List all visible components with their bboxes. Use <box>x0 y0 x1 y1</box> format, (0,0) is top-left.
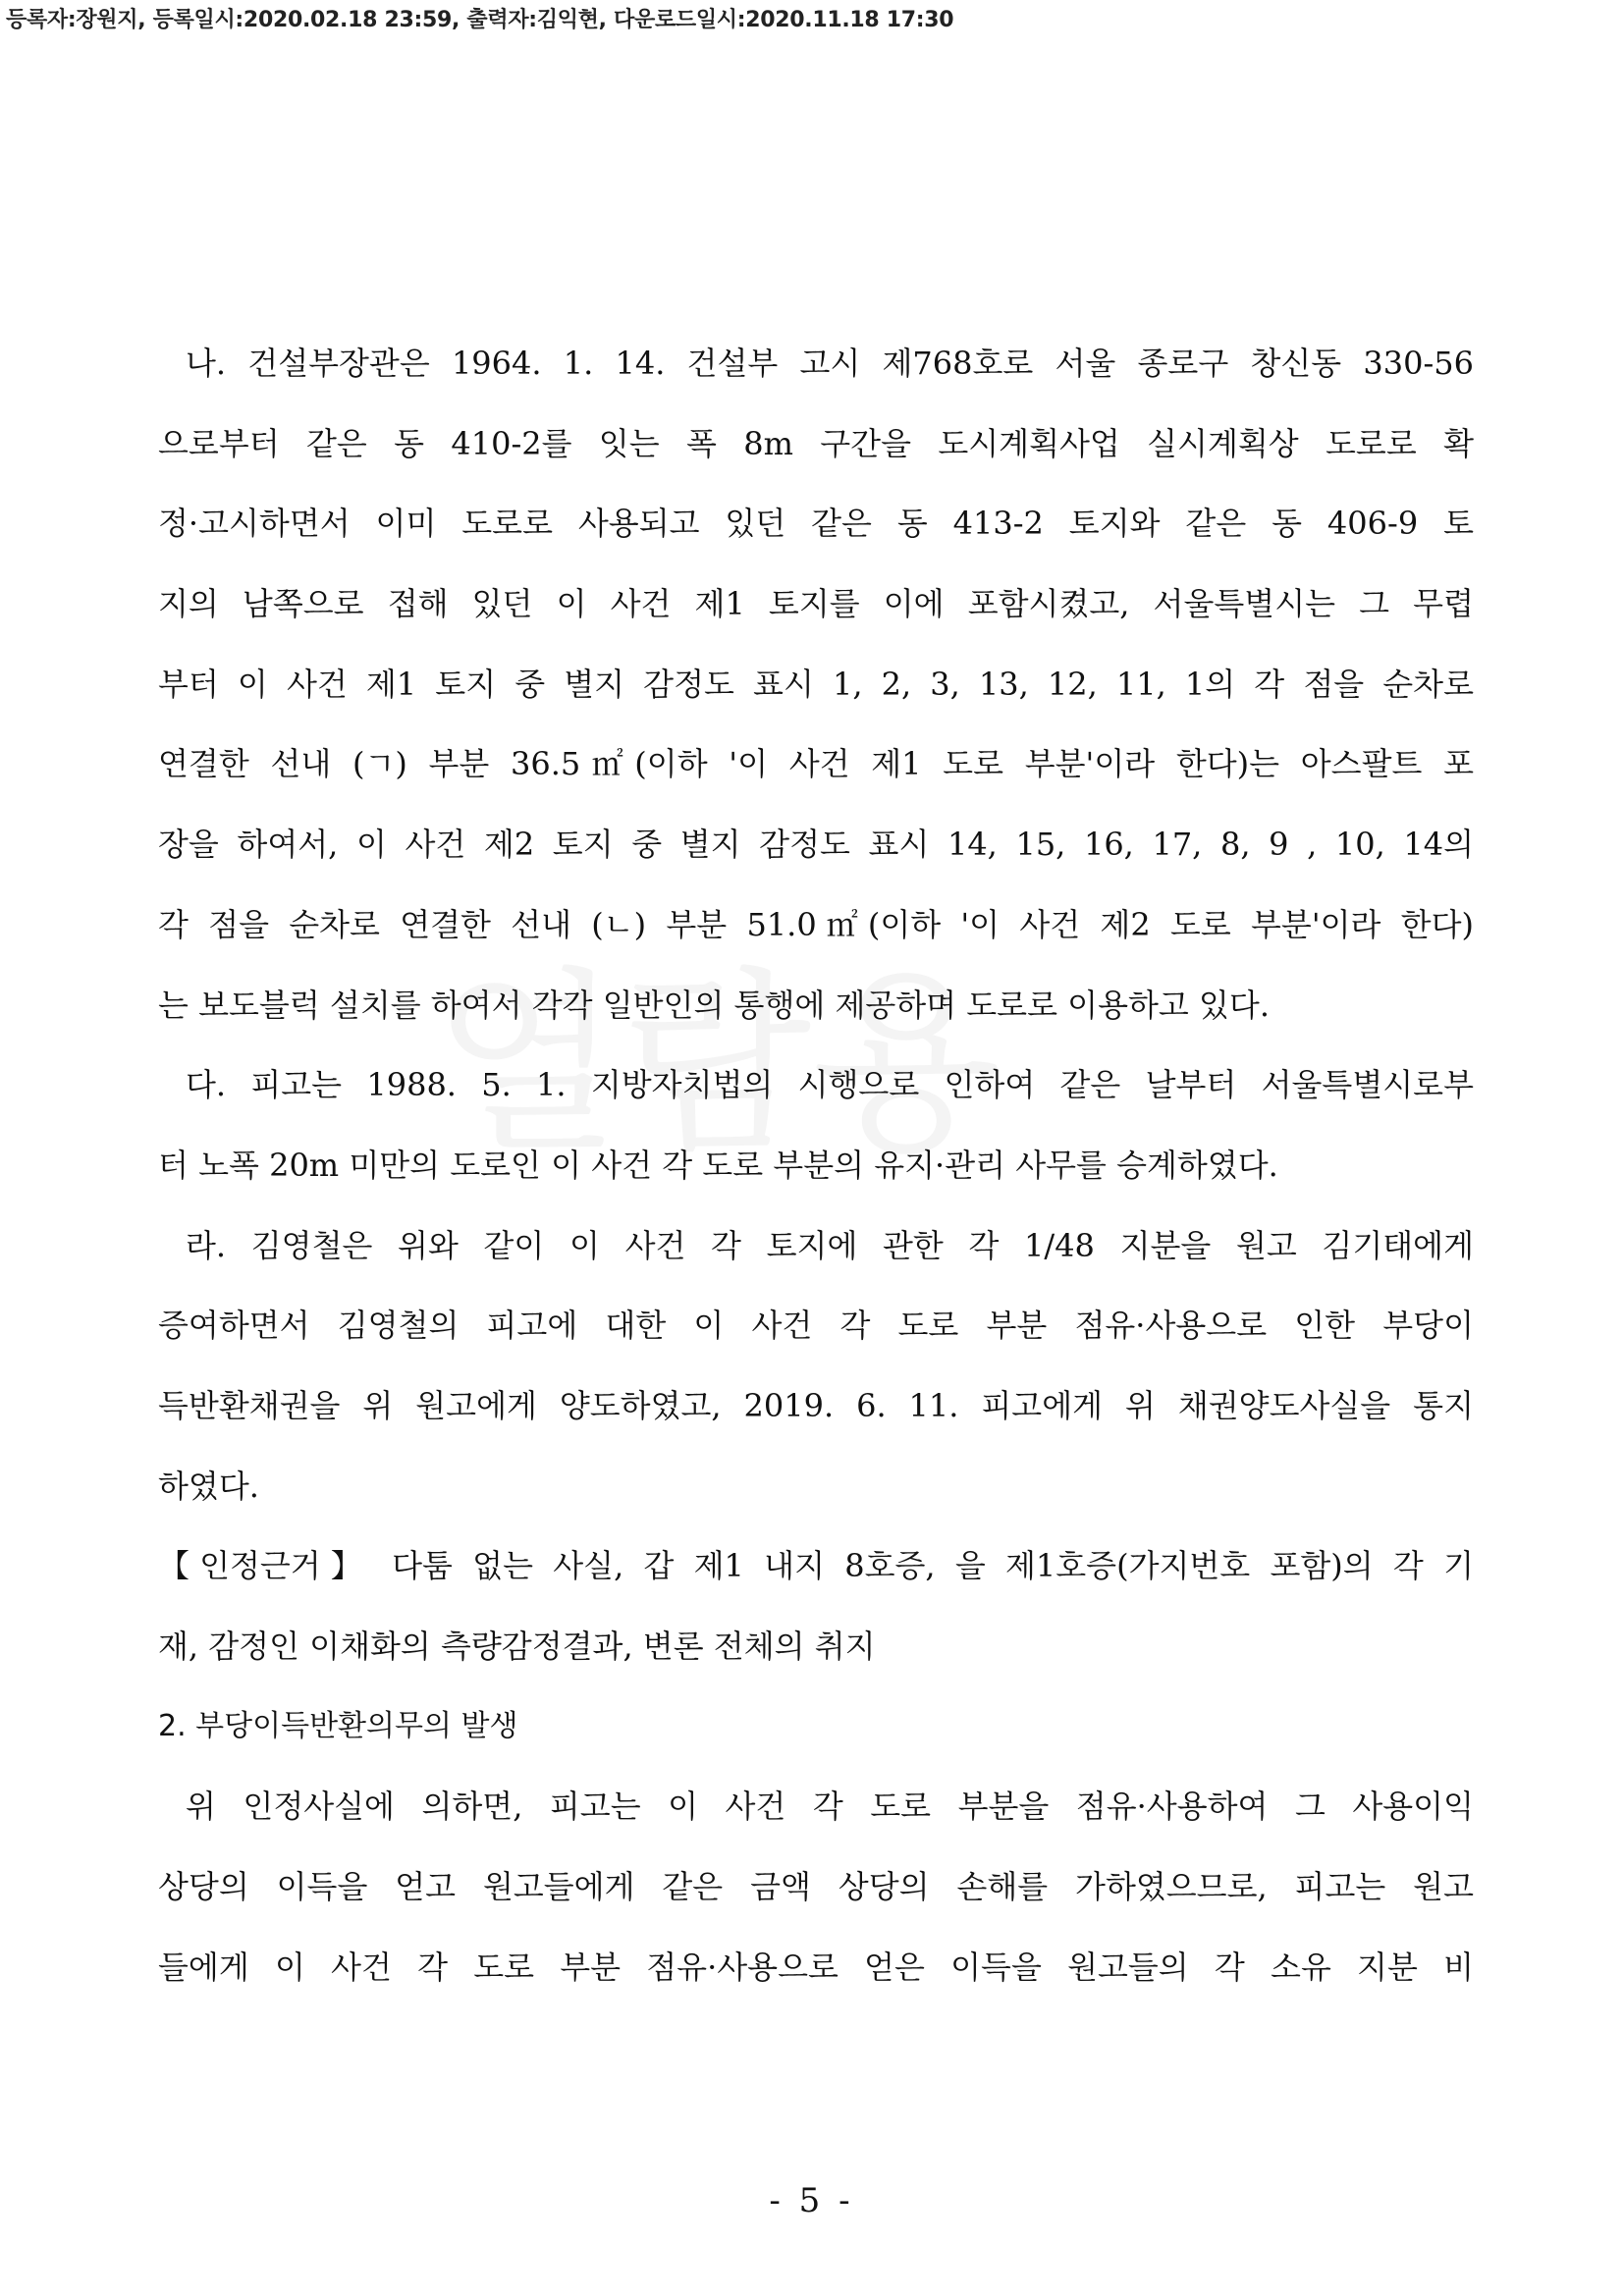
body-line: 정·고시하면서 이미 도로로 사용되고 있던 같은 동 413-2 토지와 같은 동 406-9 토 <box>158 505 1474 543</box>
body-line: 터 노폭 20m 미만의 도로인 이 사건 각 도로 부분의 유지·관리 사무를 승계하였다. <box>158 1146 1278 1184</box>
body-line: 들에게 이 사건 각 도로 부분 점유·사용으로 얻은 이득을 원고들의 각 소유 지분 비 <box>158 1948 1474 1986</box>
section-heading: 2. 부당이득반환의무의 발생 <box>158 1708 518 1743</box>
body-line: 으로부터 같은 동 410-2를 잇는 폭 8m 구간을 도시계획사업 실시계획상 도로로 확 <box>158 424 1474 462</box>
document-body <box>158 344 1474 2027</box>
body-line: 하였다. <box>158 1467 259 1505</box>
body-line: 는 보도블럭 설치를 하여서 각각 일반인의 통행에 제공하며 도로로 이용하고 있다. <box>158 986 1270 1024</box>
document-header-stamp: 등록자:장원지, 등록일시:2020.02.18 23:59, 출력자:김익현, 다운로드일시:2020.11.18 17:30 <box>6 8 954 32</box>
body-line: 라. 김영철은 위와 같이 이 사건 각 토지에 관한 각 1/48 지분을 원고 김기태에게 <box>186 1226 1474 1264</box>
body-line: 위 인정사실에 의하면, 피고는 이 사건 각 도로 부분을 점유·사용하여 그 사용이익 <box>186 1788 1474 1826</box>
body-line: 상당의 이득을 얻고 원고들에게 같은 금액 상당의 손해를 가하였으므로, 피고는 원고 <box>158 1868 1474 1906</box>
evidence-line: 【인정근거】 다툼 없는 사실, 갑 제1 내지 8호증, 을 제1호증(가지번호 포함)의 각 기 <box>158 1547 1474 1585</box>
page-number: - 5 - <box>769 2181 854 2220</box>
body-line: 다. 피고는 1988. 5. 1. 지방자치법의 시행으로 인하여 같은 날부터 서울특별시로부 <box>186 1066 1474 1104</box>
body-line: 연결한 선내 (ㄱ) 부분 36.5㎡(이하 '이 사건 제1 도로 부분'이라 한다)는 아스팔트 포 <box>158 745 1474 783</box>
body-line: 증여하면서 김영철의 피고에 대한 이 사건 각 도로 부분 점유·사용으로 인한 부당이 <box>158 1307 1474 1345</box>
body-line: 지의 남쪽으로 접해 있던 이 사건 제1 토지를 이에 포함시켰고, 서울특별시는 그 무렵 <box>158 585 1474 623</box>
evidence-line: 재, 감정인 이채화의 측량감정결과, 변론 전체의 취지 <box>158 1628 876 1665</box>
body-line: 나. 건설부장관은 1964. 1. 14. 건설부 고시 제768호로 서울 종로구 창신동 330-56 <box>186 345 1474 382</box>
body-line: 부터 이 사건 제1 토지 중 별지 감정도 표시 1, 2, 3, 13, 12, 11, 1의 각 점을 순차로 <box>158 665 1474 703</box>
body-line: 각 점을 순차로 연결한 선내 (ㄴ) 부분 51.0㎡(이하 '이 사건 제2 도로 부분'이라 한다) <box>158 905 1474 943</box>
body-line: 득반환채권을 위 원고에게 양도하였고, 2019. 6. 11. 피고에게 위 채권양도사실을 통지 <box>158 1386 1474 1424</box>
body-line: 장을 하여서, 이 사건 제2 토지 중 별지 감정도 표시 14, 15, 16, 17, 8, 9 , 10, 14의 <box>158 826 1474 864</box>
